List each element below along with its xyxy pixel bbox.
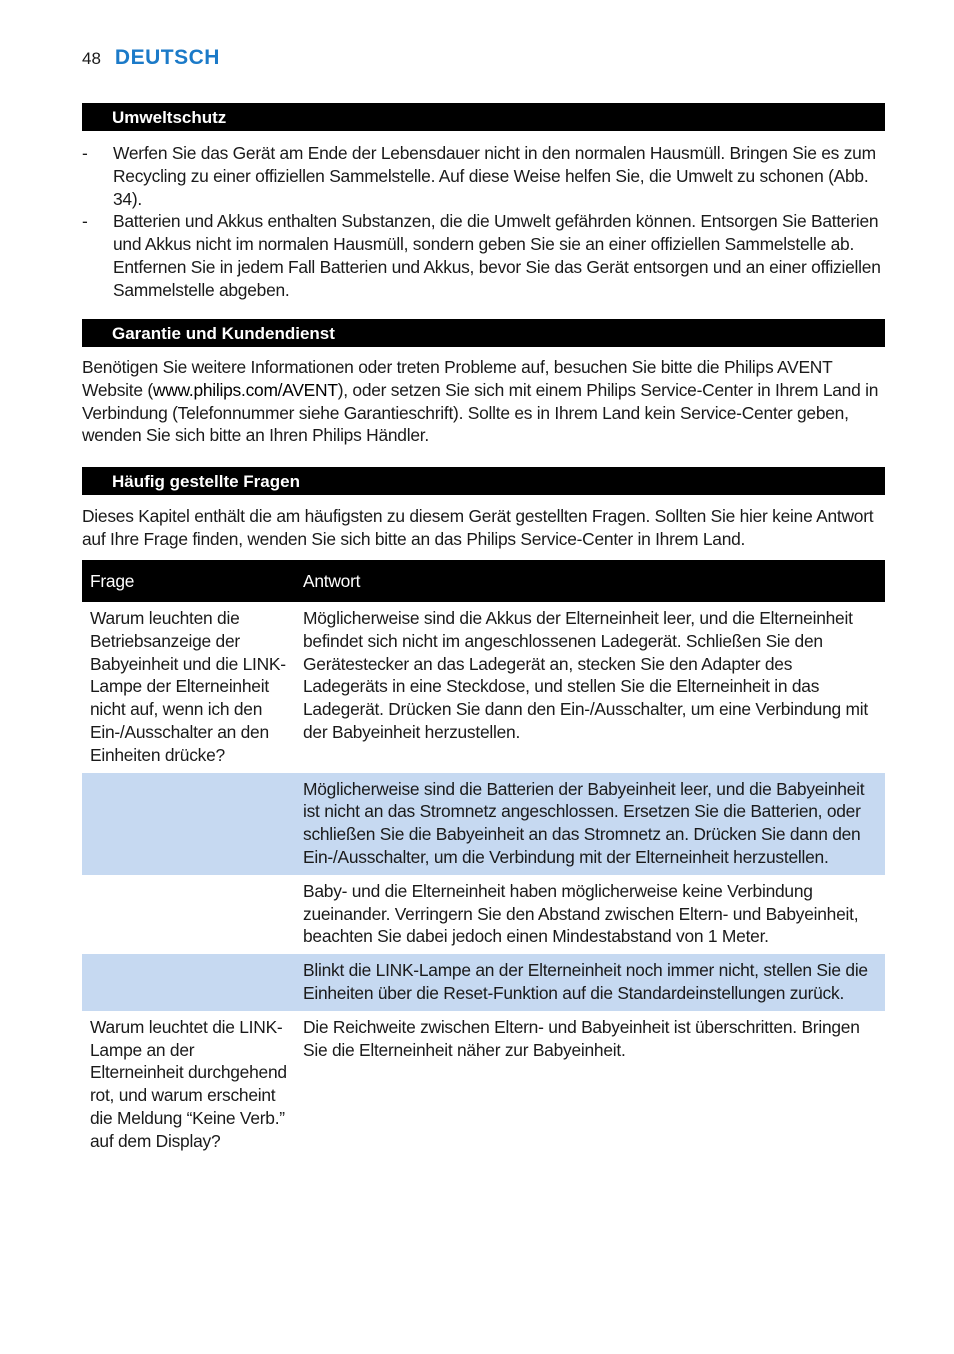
table-row — [82, 954, 885, 1011]
section-heading-umweltschutz: Umweltschutz — [82, 103, 885, 131]
language-label: DEUTSCH — [114, 46, 220, 69]
table-header-row — [82, 560, 885, 602]
umweltschutz-list — [82, 142, 890, 302]
question-cell: Warum leuchten die Betriebsanzeige der Babyeinheit und die LINK-Lampe der Elterneinheit nicht auf, wenn ich den Ein-/Ausschalter an den Einheiten drücke? — [90, 608, 286, 765]
list-dash: - — [82, 211, 88, 232]
list-item-text: Werfen Sie das Gerät am Ende der Lebensdauer nicht in den normalen Hausmüll. Bringen Sie es zum Recycling zu einer offiziellen Sammelstelle. Auf diese Weise helfen Sie, die Umwelt zu schonen (Abb. 34). — [113, 143, 876, 209]
table-row — [82, 1011, 885, 1159]
answer-cell: Möglicherweise sind die Batterien der Babyeinheit leer, und die Babyeinheit ist nicht an das Stromnetz angeschlossen. Ersetzen Sie die Batterien, oder schließen Sie die Babyeinheit an das Stromnetz an. Drücken Sie dann den Ein-/Ausschalter, um die Verbindung mit der Elterneinheit herzustellen. — [295, 773, 885, 875]
answer-cell: Baby- und die Elterneinheit haben möglicherweise keine Verbindung zueinander. Verringern Sie den Abstand zwischen Eltern- und Babyeinheit, beachten Sie dabei jedoch einen Mindestabstand von 1 Meter. — [303, 880, 859, 947]
list-dash: - — [82, 143, 88, 163]
table-row — [82, 773, 885, 875]
section-heading-garantie: Garantie und Kundendienst — [82, 319, 885, 347]
answer-cell: Die Reichweite zwischen Eltern- und Babyeinheit ist überschritten. Bringen Sie die Elterneinheit näher zur Babyeinheit. — [303, 1016, 860, 1060]
garantie-text-before: Benötigen Sie weitere Informationen oder treten Probleme auf, besuchen Sie bitte die Philips AVENT Website ( — [82, 357, 833, 400]
philips-website-link[interactable]: www.philips.com/AVENT — [152, 379, 338, 400]
page-number: 48 — [82, 49, 101, 68]
section-heading-faq: Häufig gestellte Fragen — [82, 467, 885, 495]
table-row — [82, 875, 885, 954]
page-header — [82, 46, 220, 76]
question-cell — [82, 875, 295, 954]
column-header-answer: Antwort — [295, 560, 885, 602]
faq-intro: Dieses Kapitel enthält die am häufigsten zu diesem Gerät gestellten Fragen. Sollten Sie hier keine Antwort auf Ihre Frage finden, wenden Sie sich bitte an das Philips Service-Center in Ihrem Land. — [82, 506, 874, 549]
column-header-question: Frage — [82, 560, 295, 602]
garantie-text-after: ), oder setzen Sie sich mit einem Philips Service-Center in Ihrem Land in Verbindung (Telefonnummer siehe Garantieschrift). Sollte es in Ihrem Land kein Service-Center geben, wenden Sie sich bitte an Ihren Philips Händler. — [82, 379, 879, 446]
table-row — [82, 602, 885, 773]
answer-cell: Blinkt die LINK-Lampe an der Elterneinheit noch immer nicht, stellen Sie die Einheiten über die Reset-Funktion auf die Standardeinstellungen zurück. — [295, 954, 885, 1011]
answer-cell: Möglicherweise sind die Akkus der Elterneinheit leer, und die Elterneinheit befindet sich nicht im angeschlossenen Ladegerät. Schließen Sie den Gerätestecker an das Ladegerät an, stecken Sie den Adapter des Ladegeräts in eine Steckdose, und stellen Sie die Elterneinheit in das Ladegerät. Drücken Sie dann den Ein-/Ausschalter, um eine Verbindung mit der Babyeinheit herzustellen. — [303, 608, 868, 742]
list-item-text: Batterien und Akkus enthalten Substanzen, die die Umwelt gefährden können. Entsorgen Sie Batterien und Akkus nicht im normalen Hausmüll, sondern geben Sie sie an einer offiziellen Sammelstelle ab. Entfernen Sie in jedem Fall Batterien und Akkus, bevor Sie das Gerät entsorgen und an einer offiziellen Sammelstelle abgeben. — [113, 211, 881, 300]
list-item — [82, 142, 890, 210]
question-cell: Warum leuchtet die LINK-Lampe an der Elterneinheit durchgehend rot, und warum erscheint die Meldung “Keine Verb.” auf dem Display? — [90, 1016, 287, 1151]
list-item — [82, 210, 890, 301]
question-cell — [82, 773, 295, 875]
question-cell — [82, 954, 295, 1011]
faq-table — [82, 560, 885, 1159]
garantie-paragraph — [82, 356, 890, 447]
